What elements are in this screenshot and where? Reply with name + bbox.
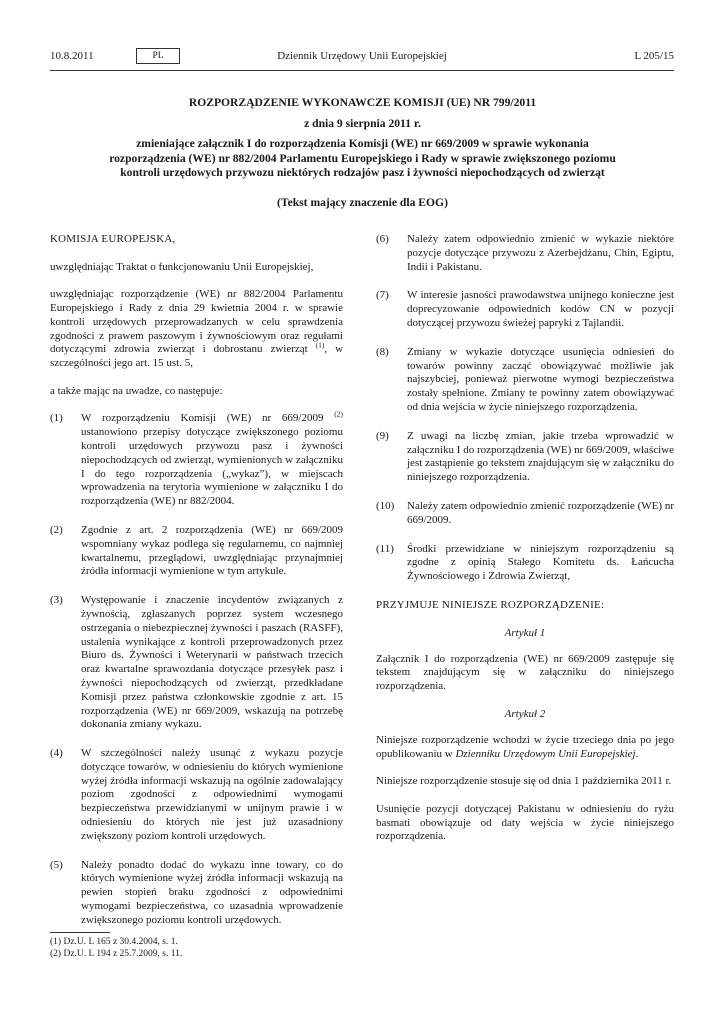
treaty-citation: uwzględniając Traktat o funkcjonowaniu Unii Europejskiej, [50, 260, 314, 273]
recital [50, 524, 343, 579]
recital-text: Środki przewidziane w niniejszym rozporządzeniu są zgodne z opinią Stałego Komitetu ds. Łańcucha Żywnościowego i Zdrowia Zwierząt, [407, 542, 674, 583]
recital [50, 859, 343, 928]
regulation-citation: uwzględniając rozporządzenie (WE) nr 882/2004 Parlamentu Europejskiego i Rady z dnia 29 kwietnia 2004 r. w sprawie kontroli urzędowych przeprowadzanych w celu sprawdzenia zgodności z prawem paszowym i żywnościowym oraz regułami dotyczącymi zdrowia zwierząt i dobrostanu zwierząt $^{(1)}$, w szczególności jego art. 15 ust. 5, [50, 288, 344, 370]
recital [376, 430, 674, 485]
recital-text: Należy ponadto dodać do wykazu inne towary, co do których wymienione wyżej źródła informacji wskazują na pewien stopień braku zgodności z odpowiednimi wymogami bezpieczeństwa, co uzasadnia wprowadzenie zwiększonego poziomu kontroli urzędowych. [81, 858, 343, 926]
recital-number: (5) [50, 858, 63, 871]
recital-number: (2) [50, 523, 63, 536]
recital-number: (3) [50, 594, 63, 607]
footnote-ref: (2) [334, 409, 343, 419]
recital-text: Należy zatem odpowiednio zmienić rozporządzenie (WE) nr 669/2009. [407, 499, 674, 526]
page-header [50, 50, 674, 68]
language-badge: PL [136, 48, 180, 64]
recital [376, 500, 674, 528]
regulation-date: z dnia 9 sierpnia 2011 r. [304, 117, 421, 130]
footnote-divider [50, 932, 110, 933]
article-heading: Artykuł 2 [504, 707, 546, 720]
regulation-subject: zmieniające załącznik I do rozporządzenia Komisji (WE) nr 669/2009 w sprawie wykonania rozporządzenia (WE) nr 882/2004 Parlamentu Europejskiego i Rady w sprawie zwiększonego poziomu kontroli urzędowych przywozu niektórych rodzajów pasz i żywności niepochodzących od zwierząt [109, 137, 616, 179]
article-text: Niniejsze rozporządzenie wchodzi w życie trzeciego dnia po jego opublikowaniu w Dzienniku Urzędowym Unii Europejskiej. [376, 733, 674, 760]
footnote: (2) Dz.U. L 194 z 25.7.2009, s. 11. [50, 949, 183, 959]
recital-number: (11) [376, 542, 394, 555]
journal-name: Dzienniku Urzędowym Unii Europejskiej [455, 747, 636, 760]
whereas-intro: a także mając na uwadze, co następuje: [50, 384, 223, 397]
left-column [50, 233, 343, 943]
recital [376, 543, 674, 584]
page-number: L 205/15 [634, 50, 674, 62]
commission-heading: KOMISJA EUROPEJSKA, [50, 233, 176, 245]
recital [50, 594, 343, 732]
right-column [376, 233, 674, 858]
footnote: (1) Dz.U. L 165 z 30.4.2004, s. 1. [50, 937, 178, 947]
recital-text: W rozporządzeniu Komisji (WE) nr 669/2009 $^{(2)}$ ustanowiono przepisy dotyczące zwiększonego poziomu kontroli urzędowych przywozu pasz i żywności niepochodzących od zwierząt, wymienionych w załączniku I do tego rozporządzenia („wykaz”), w miejscach wprowadzenia na terytoria wymienione w załączniku I do rozporządzenia (WE) nr 882/2004. [81, 409, 343, 508]
regulation-title: ROZPORZĄDZENIE WYKONAWCZE KOMISJI (UE) NR 799/2011 [188, 96, 537, 109]
article-text: Załącznik I do rozporządzenia (WE) nr 669/2009 zastępuje się tekstem znajdującym się w załączniku do niniejszego rozporządzenia. [376, 652, 674, 693]
recital-text: W interesie jasności prawodawstwa unijnego konieczne jest doprecyzowanie odpowiednich kodów CN w pozycji dotyczącej przywozu świeżej papryki z Tajlandii. [407, 289, 674, 329]
recital-number: (6) [376, 233, 389, 245]
article-text: Usunięcie pozycji dotyczącej Pakistanu w odniesieniu do ryżu basmati obowiązuje od daty wejścia w życie niniejszego rozporządzenia. [376, 802, 674, 843]
recital-number: (7) [376, 289, 389, 302]
publication-date: 10.8.2011 [50, 50, 94, 62]
recital [376, 346, 674, 415]
adoption-formula: PRZYJMUJE NINIEJSZE ROZPORZĄDZENIE: [376, 598, 605, 611]
recital-text: W szczególności należy usunąć z wykazu pozycje dotyczące towarów, w odniesieniu do których wymienione wyżej źródła informacji wskazują na ogólnie zadowalający poziom zgodności z odpowiednimi wymogami bezpieczeństwa przewidzianymi w unijnym prawie i w odniesieniu do których nie jest już uzasadniony zwiększony poziom kontroli urzędowych. [81, 747, 343, 842]
recital-text: Zmiany w wykazie dotyczące usunięcia odniesień do towarów powinny zacząć obowiązywać możliwie jak najszybciej, ponieważ pierwotne wymogi bezpieczeństwa zostały spełnione. Zmiany te powinny zatem obowiązywać od dnia wejścia w życie niniejszego rozporządzenia. [407, 345, 674, 413]
recital-number: (9) [376, 429, 389, 442]
recital [50, 747, 343, 844]
recital-number: (4) [50, 747, 63, 760]
recital-text: Zgodnie z art. 2 rozporządzenia (WE) nr 669/2009 wspomniany wykaz podlega się regularnemu, co najmniej kwartalnemu, przeglądowi, uwzględniając przynajmniej źródła informacji wymienione w tym artykule. [81, 523, 343, 578]
article-heading: Artykuł 1 [504, 626, 546, 639]
recital [50, 409, 343, 509]
recital [376, 233, 674, 274]
header-divider [50, 70, 674, 71]
recital [376, 289, 674, 330]
journal-title: Dziennik Urzędowy Unii Europejskiej [277, 50, 447, 62]
recital-number: (10) [376, 499, 395, 512]
article-text: Niniejsze rozporządzenie stosuje się od dnia 1 października 2011 r. [376, 775, 672, 788]
recital-text: Występowanie i znaczenie incydentów związanych z żywnością, zgłaszanych poprzez system wczesnego ostrzegania o niebezpiecznej żywności i paszach (RASFF), ustalenia wynikające z kontroli przeprowadzonych przez Biuro ds. Żywności i Weterynarii w państwach trzecich oraz kwartalne sprawozdania dotyczące przesyłek pasz i żywności niepochodzących od zwierząt, przedkładane Komisji przez państwa członkowskie zgodnie z art. 15 rozporządzenia (WE) nr 669/2009, wskazują na potrzebę dokonania zmiany wykazu. [81, 594, 343, 731]
recital-text: Z uwagi na liczbę zmian, jakie trzeba wprowadzić w załączniku I do rozporządzenia (WE) nr 669/2009, właściwe jest zastąpienie go tekstem znajdującym się w załączniku do niniejszego rozporządzenia. [407, 429, 674, 484]
recital-number: (1) [50, 412, 63, 425]
footnote-ref: (1) [315, 340, 325, 350]
eea-relevance: (Tekst mający znaczenie dla EOG) [277, 196, 448, 209]
recital-number: (8) [376, 345, 389, 358]
recital-text: Należy zatem odpowiednio zmienić w wykazie niektóre pozycje dotyczące przywozu z Azerbejdżanu, Chin, Egiptu, Indii i Pakistanu. [407, 233, 674, 273]
